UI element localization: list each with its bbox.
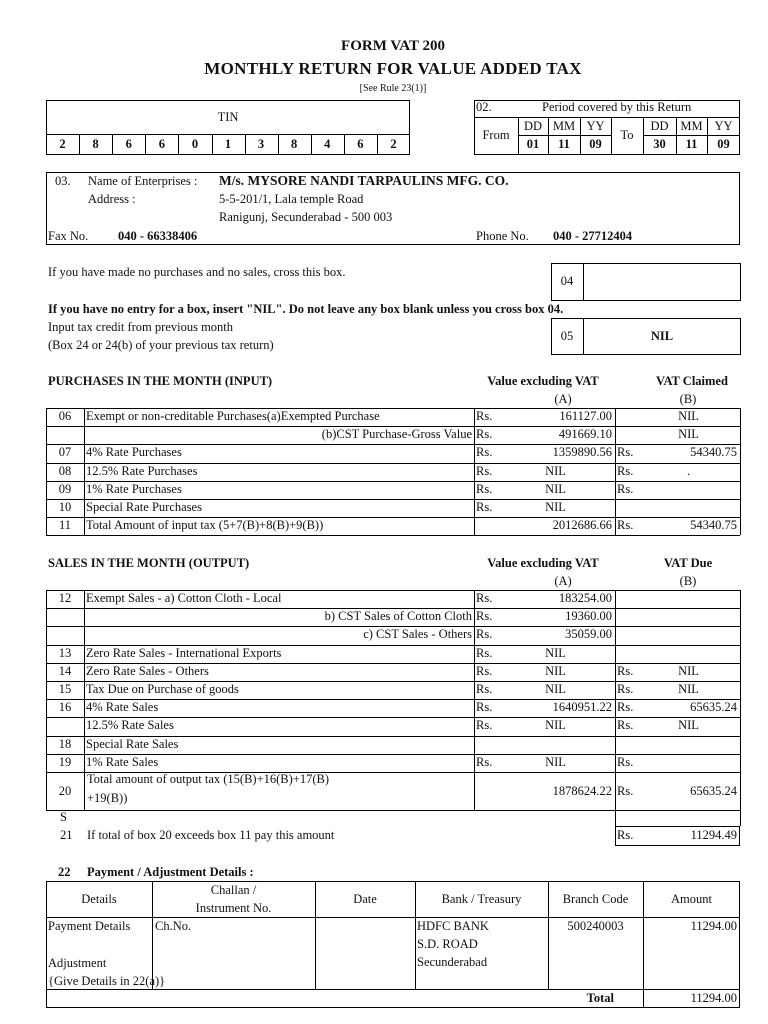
row-number: 14	[58, 663, 72, 678]
row-value-b: NIL	[678, 682, 699, 696]
give-details-note: {Give Details in 22(a)}	[48, 974, 166, 988]
row-number: 15	[58, 682, 72, 696]
row-value-b	[637, 754, 739, 772]
purchases-col-a-sub: (A)	[554, 392, 572, 406]
row-20-rs-b: Rs.	[617, 784, 634, 798]
payment-header-amount: Amount	[671, 892, 712, 906]
tin-digit: 1	[224, 137, 232, 151]
row-rs-a: Rs.	[476, 481, 493, 496]
purchases-col-a-header: Value excluding VAT	[487, 374, 599, 388]
row-description: Zero Rate Sales - International Exports	[86, 645, 282, 660]
adjustment-label: Adjustment	[48, 956, 107, 970]
row-rs-b: Rs.	[617, 754, 634, 769]
row-value-b	[637, 481, 739, 499]
row-value-b	[637, 499, 739, 517]
payment-header-branch: Branch Code	[562, 892, 629, 906]
to-yy-label: YY	[714, 119, 733, 133]
tin-digit: 0	[191, 137, 199, 151]
row-number: 06	[58, 409, 72, 423]
period-label: Period covered by this Return	[542, 100, 692, 114]
form-title: MONTHLY RETURN FOR VALUE ADDED TAX	[204, 59, 582, 78]
row-rs-a: Rs.	[476, 609, 493, 624]
row-value-a: NIL	[545, 682, 566, 696]
row-20-value-a: 1878624.22	[552, 784, 612, 798]
row-rs-b: Rs.	[617, 682, 634, 696]
payment-header-bank: Bank / Treasury	[441, 892, 522, 906]
row-rs-a: Rs.	[476, 663, 493, 678]
row-value-b: 54340.75	[690, 518, 737, 533]
row-number: 19	[58, 754, 72, 769]
tin-digit: 2	[59, 137, 66, 151]
s-marker: S	[60, 810, 67, 824]
row-number	[46, 626, 84, 644]
row-20-value-b: 65635.24	[690, 784, 737, 798]
row-number: 08	[58, 463, 72, 478]
row-rs-b: Rs.	[617, 700, 634, 715]
row-description: Special Rate Sales	[86, 736, 179, 751]
from-yy-value: 09	[589, 137, 602, 151]
row-20-desc-2: +19(B))	[87, 791, 128, 805]
tin-digit: 4	[324, 137, 331, 151]
nil-instruction: If you have no entry for a box, insert "NIL". Do not leave any box blank unless you cross box 04.	[48, 302, 564, 316]
row-value-a: 19360.00	[565, 609, 612, 624]
sales-heading: SALES IN THE MONTH (OUTPUT)	[48, 556, 250, 570]
row-rs-a: Rs.	[476, 645, 493, 660]
row-number: 11	[58, 518, 72, 533]
row-number	[46, 608, 84, 626]
payment-total: 11294.00	[690, 991, 737, 1005]
row-description: 1% Rate Sales	[86, 754, 159, 769]
row-value-b	[637, 608, 739, 626]
row-rs-b: Rs.	[617, 445, 634, 460]
row-description: 12.5% Rate Purchases	[86, 463, 198, 478]
row-value-a: NIL	[545, 481, 566, 496]
sales-col-b-sub: (B)	[679, 574, 697, 588]
row-number: 18	[58, 736, 72, 751]
address-line-1: 5-5-201/1, Lala temple Road	[219, 192, 364, 206]
row-value-a: NIL	[545, 645, 566, 660]
no-activity-note: If you have made no purchases and no sales, cross this box.	[48, 265, 346, 279]
row-value-b	[637, 590, 739, 608]
period-to-label: To	[620, 128, 634, 142]
row-number: 10	[58, 500, 72, 514]
row-description: c) CST Sales - Others	[363, 627, 472, 642]
payment-header-challan-1: Challan /	[210, 883, 257, 897]
row-description: Special Rate Purchases	[86, 500, 202, 514]
bank-line-3: Secunderabad	[417, 955, 488, 969]
bank-line-1: HDFC BANK	[417, 919, 489, 933]
row-description: 1% Rate Purchases	[86, 481, 182, 496]
payment-box-number: 22	[58, 865, 71, 879]
tin-digit: 6	[158, 137, 165, 151]
row-rs-b: Rs.	[617, 718, 634, 733]
payment-amount: 11294.00	[690, 919, 737, 933]
row-rs-a: Rs.	[476, 627, 493, 642]
payment-details-label: Payment Details	[48, 919, 131, 933]
row-value-a: 35059.00	[565, 627, 612, 642]
from-dd-value: 01	[526, 137, 540, 151]
row-21-number: 21	[60, 828, 73, 842]
enterprise-name: M/s. MYSORE NANDI TARPAULINS MFG. CO.	[219, 173, 509, 188]
row-value-b: NIL	[678, 427, 699, 442]
box-04-number: 04	[560, 274, 574, 288]
row-number: 09	[58, 481, 72, 496]
input-credit-note-2: (Box 24 or 24(b) of your previous tax return)	[48, 338, 274, 352]
row-number: 12	[58, 591, 72, 605]
row-value-b: 65635.24	[690, 700, 737, 715]
from-yy-label: YY	[586, 119, 605, 133]
to-dd-label: DD	[650, 119, 669, 133]
payment-header-date: Date	[353, 892, 377, 906]
row-number: 07	[58, 445, 72, 460]
row-description: 12.5% Rate Sales	[86, 718, 174, 733]
tin-digit: 8	[291, 137, 298, 151]
row-21-rs: Rs.	[617, 828, 634, 842]
row-description: Tax Due on Purchase of goods	[86, 682, 239, 696]
from-dd-label: DD	[523, 119, 543, 133]
tin-digit: 3	[257, 137, 265, 151]
purchases-col-b-header: VAT Claimed	[656, 374, 728, 388]
tin-digit: 6	[125, 137, 132, 151]
row-rs-a: Rs.	[476, 427, 493, 442]
row-value-b: NIL	[678, 718, 699, 733]
row-value-b	[637, 626, 739, 644]
challan-number: Ch.No.	[155, 919, 192, 933]
fax-label: Fax No.	[48, 229, 89, 243]
sales-col-a-header: Value excluding VAT	[487, 556, 599, 570]
from-mm-value: 11	[558, 137, 570, 151]
row-rs-a: Rs.	[476, 682, 493, 696]
row-rs-a: Rs.	[476, 463, 493, 478]
branch-code: 500240003	[567, 919, 624, 933]
sales-col-a-sub: (A)	[554, 574, 572, 588]
payment-header-challan-2: Instrument No.	[195, 901, 272, 915]
purchases-col-b-sub: (B)	[679, 392, 697, 406]
row-rs-a: Rs.	[476, 754, 493, 769]
row-value-a: NIL	[545, 754, 566, 769]
payment-total-label: Total	[586, 991, 614, 1005]
row-rs-a: Rs.	[476, 718, 493, 733]
row-number: 16	[58, 700, 72, 715]
to-yy-value: 09	[717, 137, 730, 151]
from-mm-label: MM	[552, 119, 576, 133]
to-dd-value: 30	[653, 137, 666, 151]
row-rs-a: Rs.	[476, 445, 493, 460]
rule-reference: [See Rule 23(1)]	[359, 83, 427, 94]
row-description: 4% Rate Purchases	[86, 445, 182, 460]
fax-number: 040 - 66338406	[118, 229, 198, 243]
tin-label: TIN	[217, 110, 239, 124]
row-rs-b: Rs.	[617, 463, 634, 478]
payment-heading: Payment / Adjustment Details :	[87, 865, 254, 879]
row-value-a: 1640951.22	[552, 700, 612, 715]
row-value-a: NIL	[545, 500, 566, 514]
row-value-b	[637, 736, 739, 754]
row-value-a: 183254.00	[558, 591, 612, 605]
row-rs-a: Rs.	[476, 700, 493, 715]
tin-digit: 6	[357, 137, 364, 151]
bank-line-2: S.D. ROAD	[417, 937, 478, 951]
enterprise-name-label: Name of Enterprises :	[88, 174, 198, 188]
row-21-value: 11294.49	[690, 828, 737, 842]
row-number: 13	[58, 645, 72, 660]
address-label: Address :	[88, 192, 136, 206]
row-rs-b: Rs.	[617, 481, 634, 496]
row-description: Exempt Sales - a) Cotton Cloth - Local	[86, 591, 282, 605]
box-05-value: NIL	[650, 329, 674, 343]
row-20-desc-1: Total amount of output tax (15(B)+16(B)+17(B)	[87, 772, 330, 786]
row-number	[46, 426, 84, 444]
payment-header-details: Details	[81, 892, 117, 906]
row-value-a: 491669.10	[558, 427, 612, 442]
tin-digit: 2	[390, 137, 397, 151]
row-rs-a: Rs.	[476, 591, 493, 605]
form-number: FORM VAT 200	[341, 38, 445, 54]
box-05-number: 05	[560, 329, 574, 343]
row-description: Zero Rate Sales - Others	[86, 663, 209, 678]
row-rs-a: Rs.	[476, 500, 493, 514]
row-description: b) CST Sales of Cotton Cloth	[324, 609, 472, 624]
input-credit-note-1: Input tax credit from previous month	[48, 320, 234, 334]
row-description: Exempt or non-creditable Purchases(a)Exempted Purchase	[86, 409, 380, 423]
address-line-2: Ranigunj, Secunderabad - 500 003	[219, 210, 393, 224]
row-value-a: NIL	[545, 718, 566, 733]
row-value-a	[496, 736, 614, 754]
sales-col-b-header: VAT Due	[663, 556, 713, 570]
row-value-a: NIL	[545, 663, 566, 678]
row-value-b: NIL	[678, 409, 699, 423]
period-from-label: From	[482, 128, 510, 142]
row-rs-a: Rs.	[476, 409, 493, 423]
row-description: (b)CST Purchase-Gross Value	[321, 427, 472, 442]
purchases-heading: PURCHASES IN THE MONTH (INPUT)	[48, 374, 273, 388]
phone-number: 040 - 27712404	[553, 229, 633, 243]
to-mm-label: MM	[680, 119, 703, 133]
row-value-a: 1359890.56	[552, 445, 612, 460]
row-value-b	[637, 645, 739, 663]
row-number	[46, 717, 84, 735]
row-value-b: NIL	[678, 663, 699, 678]
row-21-desc: If total of box 20 exceeds box 11 pay this amount	[87, 828, 335, 842]
row-value-a: 161127.00	[559, 409, 612, 423]
phone-label: Phone No.	[476, 229, 529, 243]
row-rs-b: Rs.	[617, 663, 634, 678]
row-description: Total Amount of input tax (5+7(B)+8(B)+9(B))	[86, 518, 324, 533]
enterprise-box-number: 03.	[55, 174, 71, 188]
row-value-b: .	[686, 463, 691, 478]
to-mm-value: 11	[685, 137, 698, 151]
row-description: 4% Rate Sales	[86, 700, 159, 715]
tin-digit: 8	[92, 137, 99, 151]
period-box-number: 02.	[476, 100, 492, 114]
row-value-b: 54340.75	[690, 445, 737, 460]
row-rs-b: Rs.	[617, 518, 634, 533]
row-20-number: 20	[58, 784, 72, 798]
row-value-a: 2012686.66	[552, 518, 612, 533]
row-value-a: NIL	[545, 463, 566, 478]
